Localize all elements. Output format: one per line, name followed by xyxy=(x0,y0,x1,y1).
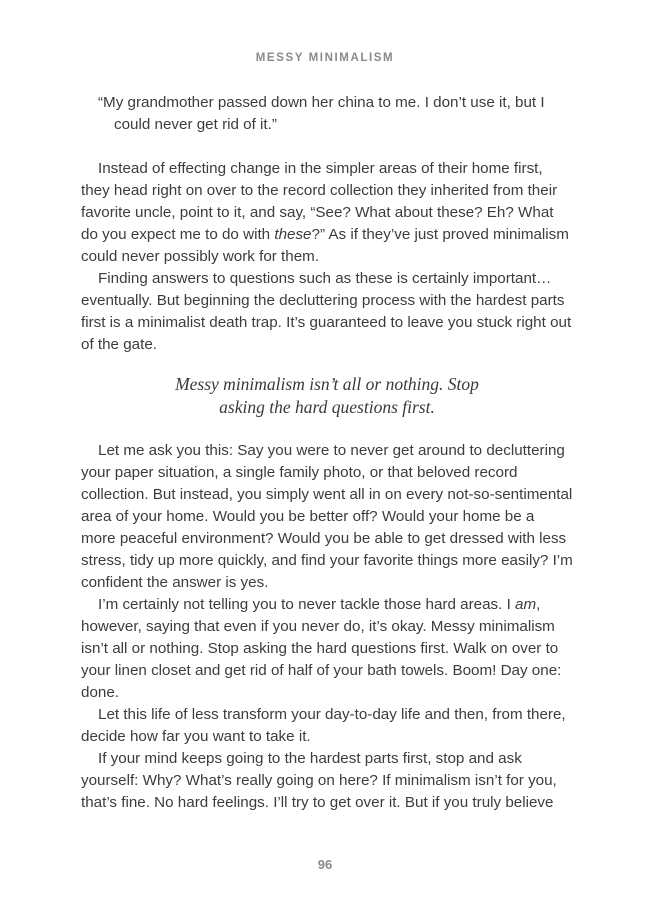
paragraph-text: ?” As if they’ve just proved minimalism could never possibly work for them. xyxy=(81,226,569,265)
paragraph: Let this life of less transform your day-to-day life and then, from there, decide how far you want to take it. xyxy=(81,706,566,745)
opening-quote: “My grandmother passed down her china to me. I don’t use it, but I could never get rid of it.” xyxy=(98,94,545,133)
text-block-2 xyxy=(81,440,573,814)
pull-quote xyxy=(81,373,573,419)
emphasis-text: these xyxy=(274,226,312,243)
paragraph-text: , however, saying that even if you never do, it’s okay. Messy minimalism isn’t all or nothing. Stop asking the hard questions first. Walk on over to your linen closet and get rid of half of your bath towels. Boom! Day one: done. xyxy=(81,596,562,701)
pull-quote-line: Messy minimalism isn’t all or nothing. Stop xyxy=(175,374,479,394)
paragraph: If your mind keeps going to the hardest parts first, stop and ask yourself: Why? What’s really going on here? If minimalism isn’t for you, that’s fine. No hard feelings. I’ll try to get over it. But if you truly believe xyxy=(81,750,557,811)
paragraph-text: Instead of effecting change in the simpler areas of their home first, they head right on over to the record collection they inherited from their favorite uncle, point to it, and say, “See? What about these? Eh? What do you expect me to do with xyxy=(81,160,558,243)
emphasis-text: am xyxy=(515,596,537,613)
page-number: 96 xyxy=(317,857,333,872)
paragraph xyxy=(81,158,573,268)
paragraph-text: I’m certainly not telling you to never tackle those hard areas. I xyxy=(98,596,516,613)
pull-quote-line: asking the hard questions first. xyxy=(219,397,435,417)
paragraph: Let me ask you this: Say you were to never get around to decluttering your paper situation, a single family photo, or that beloved record collection. But instead, you simply went all in on every not-so-sentimental area of your home. Would you be better off? Would your home be a more peaceful environment? Would you be able to get dressed with less stress, tidy up more quickly, and find your favorite things more easily? I’m confident the answer is yes. xyxy=(81,442,573,591)
text-block-1 xyxy=(81,158,573,356)
paragraph xyxy=(81,594,573,704)
paragraph: Finding answers to questions such as these is certainly important… eventually. But beginning the decluttering process with the hardest parts first is a minimalist death trap. It’s guaranteed to leave you stuck right out of the gate. xyxy=(81,270,572,353)
running-head: MESSY MINIMALISM xyxy=(255,52,395,64)
